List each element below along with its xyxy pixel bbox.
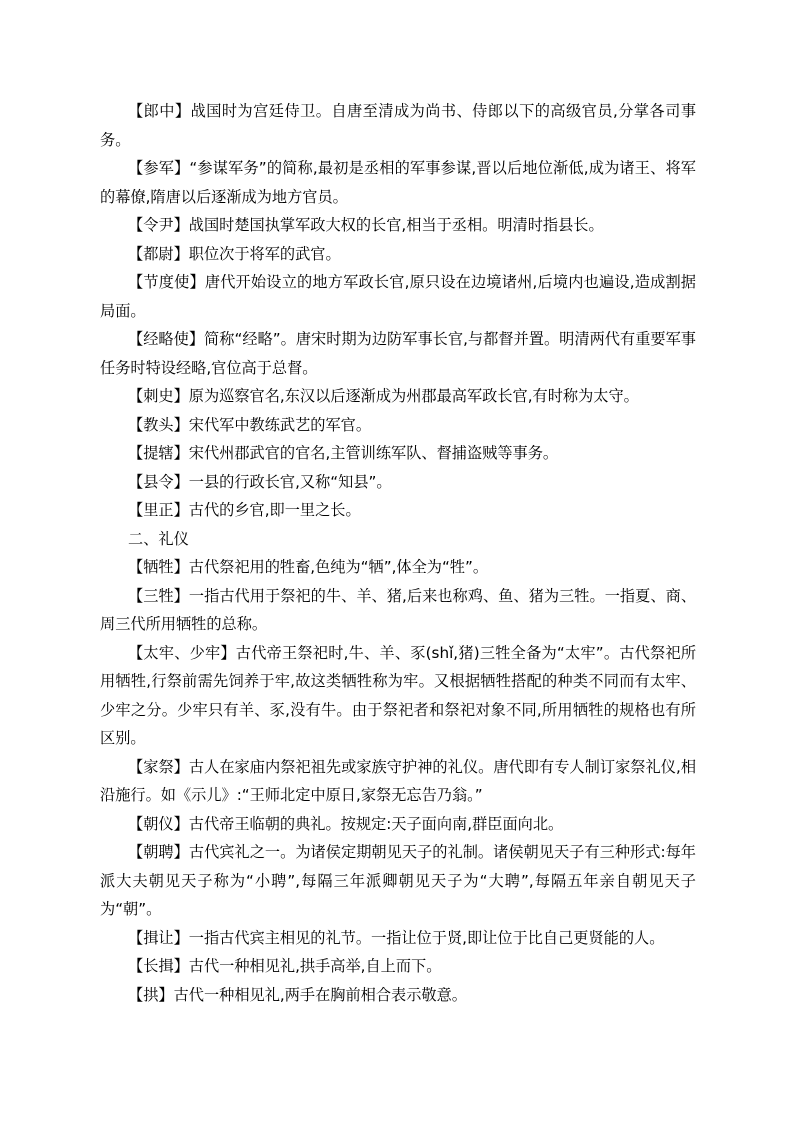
entry-term: 【三牲】 bbox=[128, 586, 189, 605]
entry-term: 【令尹】 bbox=[128, 216, 189, 234]
entry-definition: 古代一种相见礼,拱手高举,自上而下。 bbox=[188, 957, 442, 975]
entry-term: 【朝聘】 bbox=[128, 843, 189, 861]
entry-definition: 一县的行政长官,又称“知县”。 bbox=[188, 472, 392, 491]
entry-term: 【教头】 bbox=[128, 415, 189, 434]
entry-definition: 唐代开始设立的地方军政长官,原只设在边境诸州,后境内也遍设,造成割据局面。 bbox=[100, 273, 696, 320]
entry-definition: 古代祭祀用的牲畜,色纯为“牺”,体全为“牲”。 bbox=[188, 558, 489, 576]
entry-term: 【县令】 bbox=[128, 472, 189, 491]
glossary-entry bbox=[100, 810, 696, 839]
entry-term: 【刺史】 bbox=[128, 387, 189, 405]
entry-term: 【节度使】 bbox=[128, 273, 205, 291]
glossary-entry bbox=[100, 240, 696, 269]
entry-term: 【都尉】 bbox=[128, 244, 189, 263]
glossary-entry bbox=[100, 553, 696, 582]
entry-term: 【长揖】 bbox=[128, 957, 189, 975]
entry-definition: 职位次于将军的武官。 bbox=[188, 244, 341, 263]
glossary-entry bbox=[100, 439, 696, 468]
glossary-entry bbox=[100, 496, 696, 525]
entry-definition: 古代一种相见礼,两手在胸前相合表示敬意。 bbox=[173, 985, 467, 1004]
entry-term: 【里正】 bbox=[128, 501, 189, 519]
entry-definition: 古代宾礼之一。为诸侯定期朝见天子的礼制。诸侯朝见天子有三种形式:每年派大夫朝见天子称为“小聘”,每隔三年派卿朝见天子为“大聘”,每隔五年亲自朝见天子为“朝”。 bbox=[100, 843, 696, 918]
entry-term: 【家祭】 bbox=[128, 757, 189, 776]
entry-definition: 一指古代宾主相见的礼节。一指让位于贤,即让位于比自己更贤能的人。 bbox=[188, 928, 665, 947]
glossary-entry bbox=[100, 97, 696, 154]
glossary-entry bbox=[100, 325, 696, 382]
entry-term: 【郎中】 bbox=[128, 102, 191, 120]
entry-definition: 古人在家庙内祭祀祖先或家族守护神的礼仪。唐代即有专人制订家祭礼仪,相沿施行。如《示儿》:“王师北定中原日,家祭无忘告乃翁。” bbox=[100, 757, 697, 804]
entry-definition: “参谋军务”的简称,最初是丞相的军事参谋,晋以后地位渐低,成为诸王、将军的幕僚,隋唐以后逐渐成为地方官员。 bbox=[100, 159, 696, 206]
entry-term: 【提辖】 bbox=[128, 444, 189, 462]
entry-definition: 战国时楚国执掌军政大权的长官,相当于丞相。明清时指县长。 bbox=[188, 216, 604, 234]
glossary-entry bbox=[100, 211, 696, 240]
glossary-entry bbox=[100, 468, 696, 497]
glossary-entry bbox=[100, 268, 696, 325]
entry-definition: 古代帝王祭祀时,牛、羊、豕(shǐ,猪)三牲全备为“太牢”。古代祭祀所用牺牲,行祭前需先饲养于牢,故这类牺牲称为牢。又根据牺牲搭配的种类不同而有太牢、少牢之分。少牢只有羊、豕,没有牛。由于祭祀者和祭祀对象不同,所用牺牲的规格也有所区别。 bbox=[100, 643, 697, 747]
entry-definition: 简称“经略”。唐宋时期为边防军事长官,与都督并置。明清两代有重要军事任务时特设经略,官位高于总督。 bbox=[100, 330, 696, 377]
entry-term: 【拱】 bbox=[128, 985, 174, 1004]
glossary-entry bbox=[100, 639, 696, 753]
glossary-entry bbox=[100, 582, 696, 639]
entry-definition: 古代的乡官,即一里之长。 bbox=[188, 501, 361, 519]
entry-term: 【经略使】 bbox=[128, 330, 205, 348]
glossary-entry bbox=[100, 753, 696, 810]
glossary-entry bbox=[100, 952, 696, 981]
entry-definition: 一指古代用于祭祀的牛、羊、猪,后来也称鸡、鱼、猪为三牲。一指夏、商、周三代所用牺牲的总称。 bbox=[100, 586, 697, 633]
entry-definition: 战国时为宫廷侍卫。自唐至清成为尚书、侍郎以下的高级官员,分掌各司事务。 bbox=[100, 102, 697, 149]
glossary-entry bbox=[100, 154, 696, 211]
glossary-entry bbox=[100, 924, 696, 953]
glossary-entry bbox=[100, 838, 696, 924]
glossary-entry bbox=[100, 411, 696, 440]
glossary-entry bbox=[100, 981, 696, 1010]
entry-definition: 宋代军中教练武艺的军官。 bbox=[188, 415, 371, 434]
entry-term: 【朝仪】 bbox=[128, 814, 189, 833]
document-body bbox=[100, 97, 696, 1009]
entry-definition: 原为巡察官名,东汉以后逐渐成为州郡最高军政长官,有时称为太守。 bbox=[188, 387, 639, 405]
entry-term: 【牺牲】 bbox=[128, 558, 189, 576]
entry-term: 【太牢、少牢】 bbox=[128, 643, 236, 662]
entry-definition: 宋代州郡武官的官名,主管训练军队、督捕盗贼等事务。 bbox=[188, 444, 559, 462]
section-heading: 二、礼仪 bbox=[128, 529, 189, 548]
entry-term: 【参军】 bbox=[128, 159, 190, 177]
entry-definition: 古代帝王临朝的典礼。按规定:天子面向南,群臣面向北。 bbox=[188, 814, 564, 833]
glossary-entry bbox=[100, 382, 696, 411]
entry-term: 【揖让】 bbox=[128, 928, 189, 947]
